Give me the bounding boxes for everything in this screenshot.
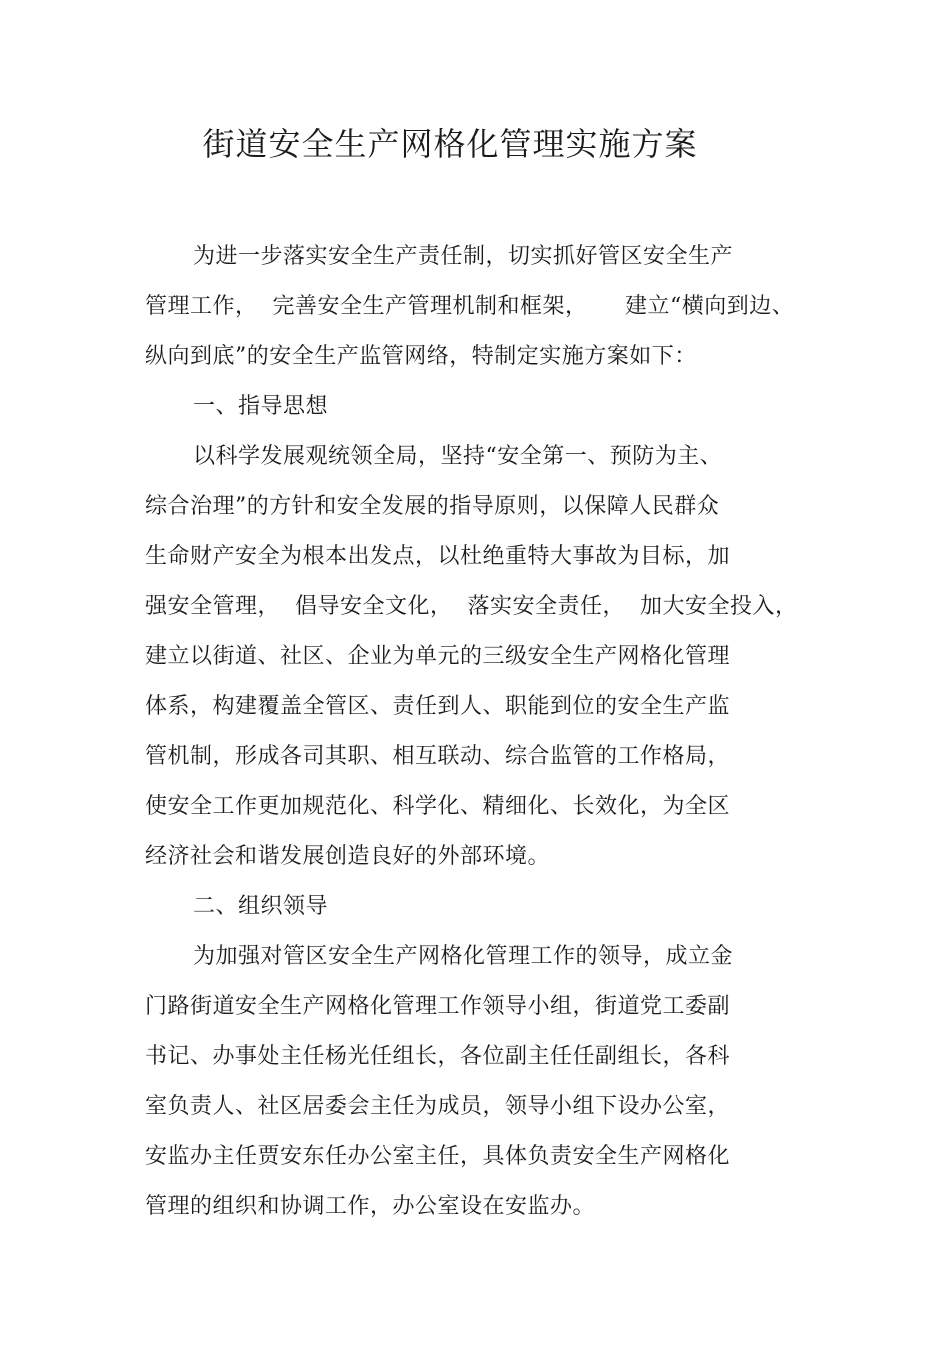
paragraph-line: 体系，构建覆盖全管区、责任到人、职能到位的安全生产监 <box>145 694 731 719</box>
paragraph-line: 管机制，形成各司其职、相互联动、综合监管的工作格局， <box>145 744 731 769</box>
section-heading: 一、指导思想 <box>193 394 329 419</box>
paragraph-line: 书记、办事处主任杨光任组长，各位副主任任副组长，各科 <box>145 1044 731 1069</box>
paragraph-line: 以科学发展观统领全局，坚持“安全第一、预防为主、 <box>193 444 723 469</box>
paragraph-line: 管理的组织和协调工作，办公室设在安监办。 <box>145 1194 596 1219</box>
document-title: 街道安全生产网格化管理实施方案 <box>202 125 698 163</box>
paragraph-line: 为进一步落实安全生产责任制，切实抓好管区安全生产 <box>193 244 734 269</box>
paragraph-line: 经济社会和谐发展创造良好的外部环境。 <box>145 844 551 869</box>
paragraph-line: 为加强对管区安全生产网格化管理工作的领导，成立金 <box>193 944 734 969</box>
paragraph-line: 建立以街道、社区、企业为单元的三级安全生产网格化管理 <box>145 644 731 669</box>
paragraph-line: 生命财产安全为根本出发点，以杜绝重特大事故为目标，加 <box>145 544 731 569</box>
paragraph-line: 使安全工作更加规范化、科学化、精细化、长效化，为全区 <box>145 794 731 819</box>
paragraph-line: 综合治理”的方针和安全发展的指导原则，以保障人民群众 <box>145 494 720 519</box>
paragraph-line: 管理工作， 完善安全生产管理机制和框架， 建立“横向到边、 <box>145 294 795 319</box>
paragraph-line: 强安全管理， 倡导安全文化， 落实安全责任， 加大安全投入， <box>145 594 798 619</box>
paragraph-line: 安监办主任贾安东任办公室主任，具体负责安全生产网格化 <box>145 1144 731 1169</box>
paragraph-line: 纵向到底”的安全生产监管网络，特制定实施方案如下： <box>145 344 697 369</box>
paragraph-line: 室负责人、社区居委会主任为成员，领导小组下设办公室， <box>145 1094 731 1119</box>
paragraph-line: 门路街道安全生产网格化管理工作领导小组，街道党工委副 <box>145 994 731 1019</box>
section-heading: 二、组织领导 <box>193 894 329 919</box>
